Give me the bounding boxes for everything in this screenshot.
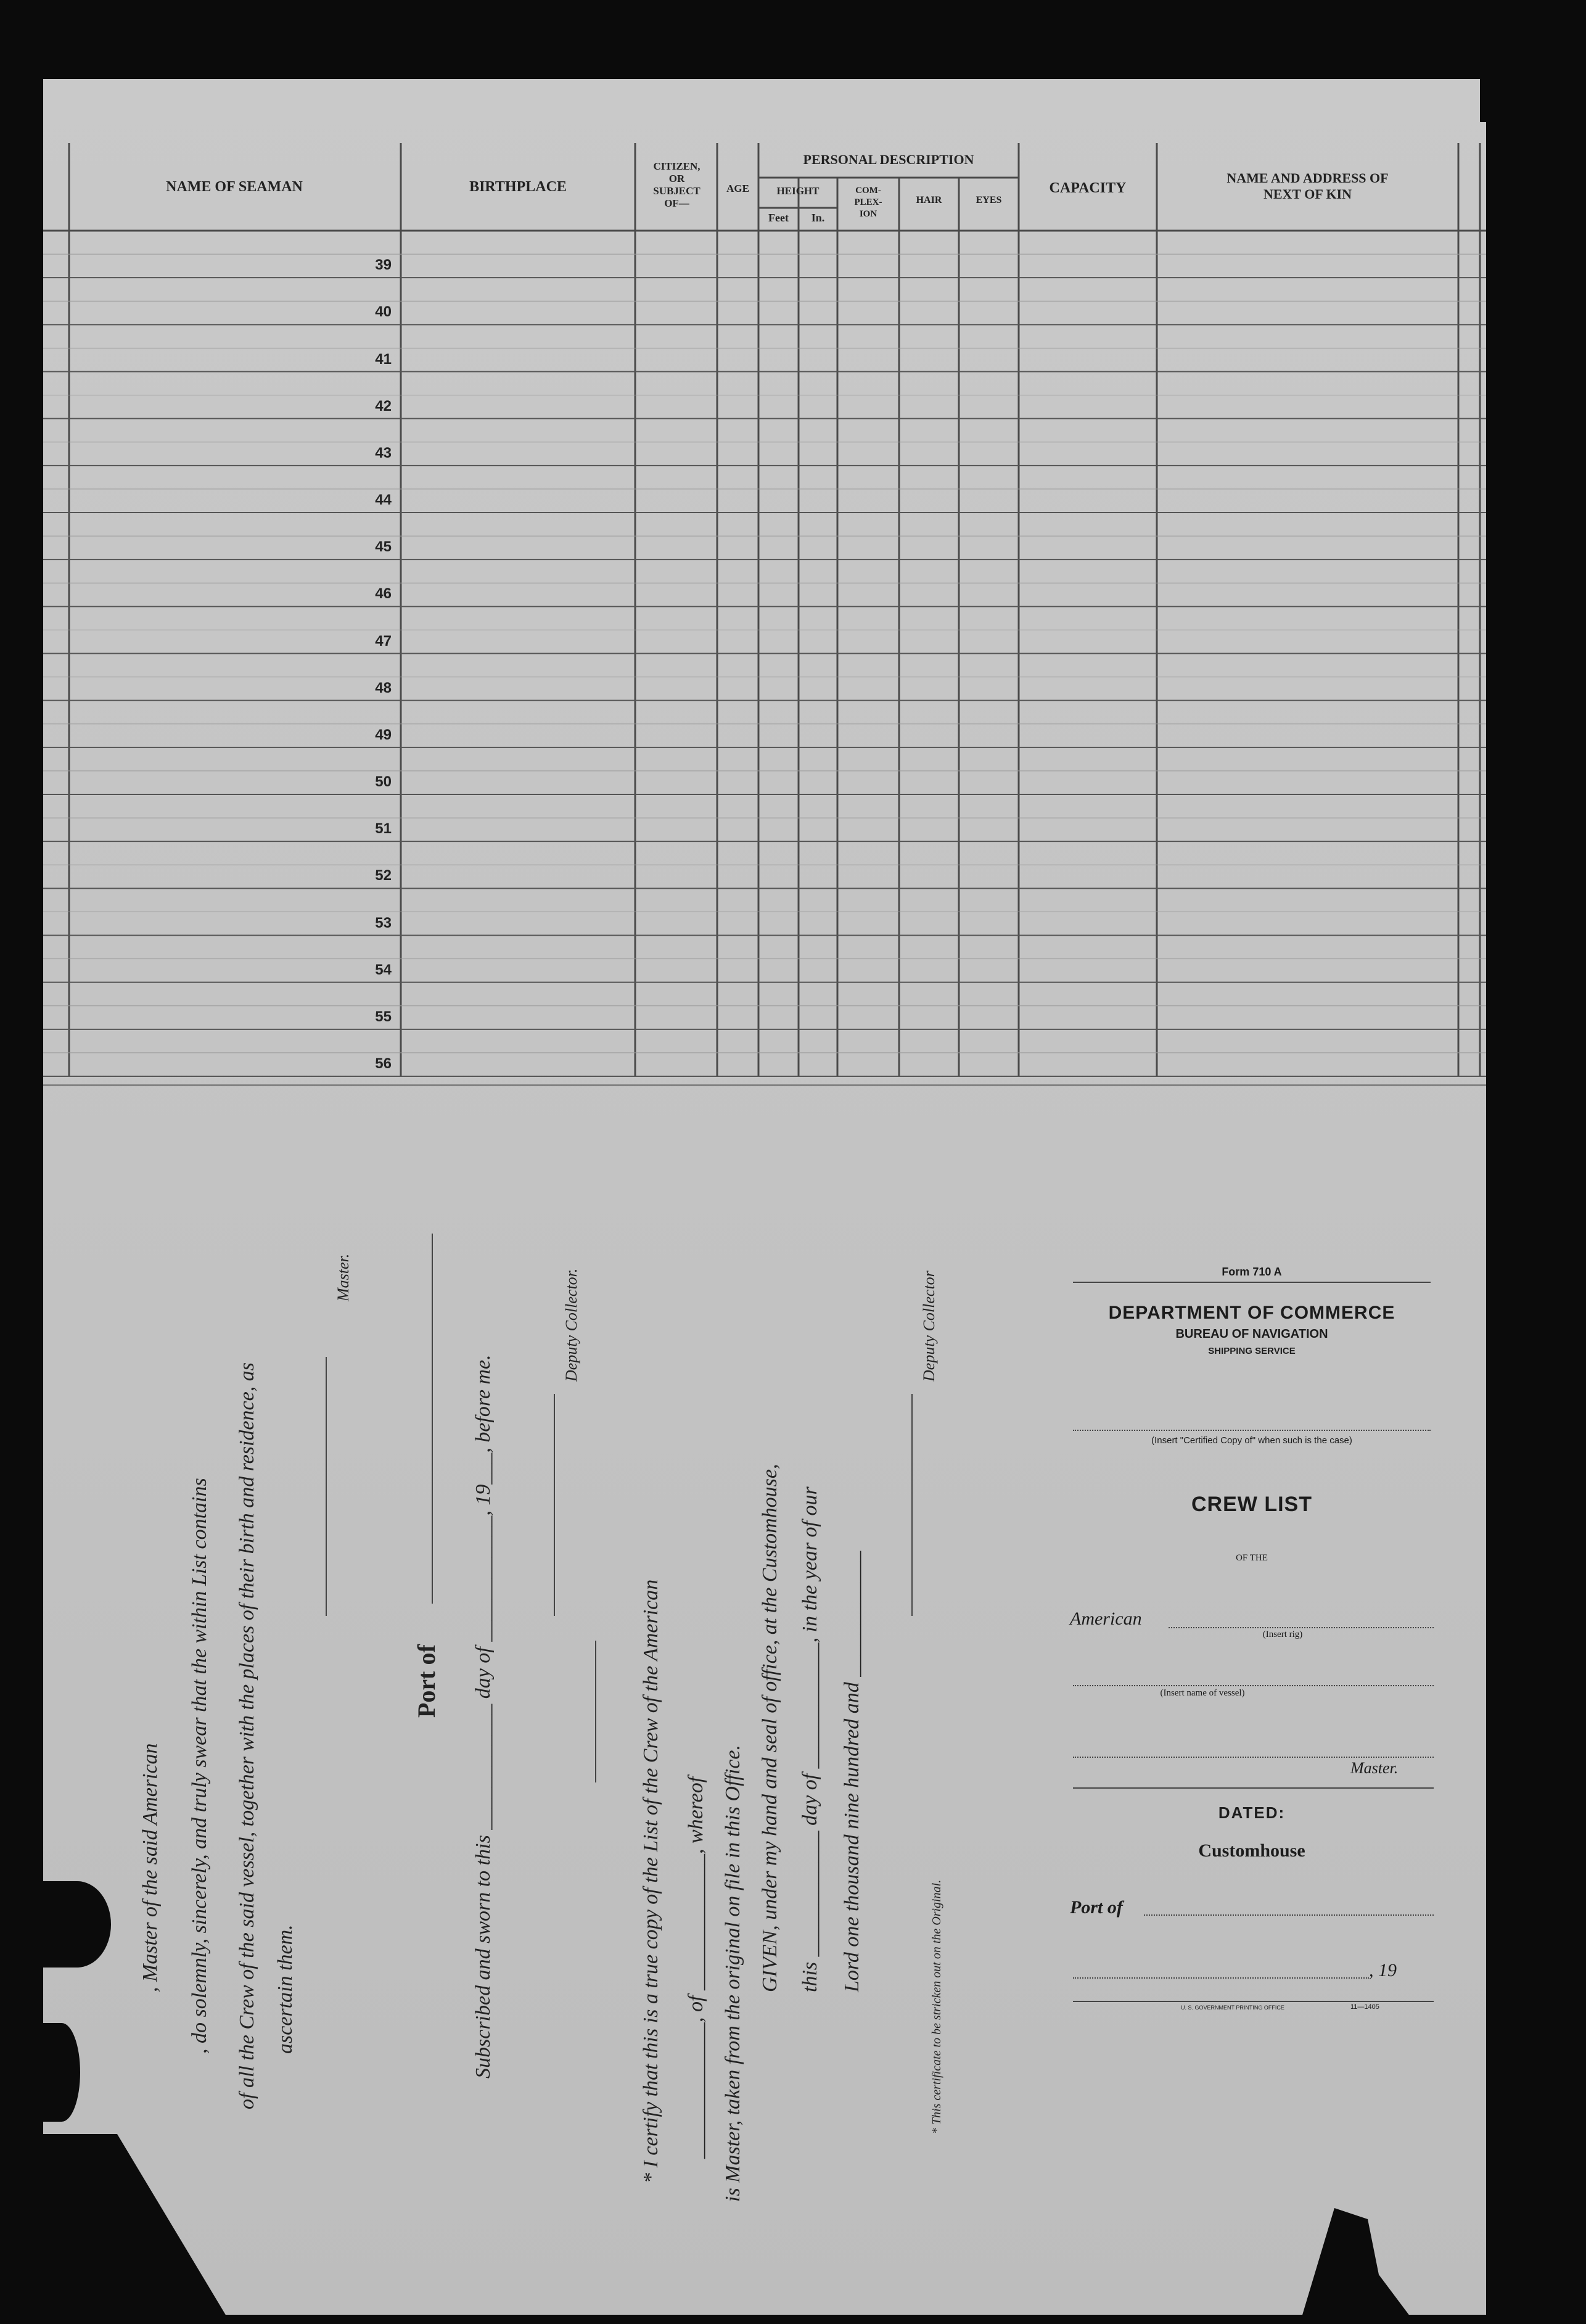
deputy-collector-1: Deputy Collector. — [562, 1268, 580, 1382]
header-citizen-line: SUBJECT — [653, 185, 701, 197]
port-of-label: Port of — [1070, 1897, 1123, 1918]
table-row-number: 52 — [375, 867, 392, 884]
cert-line-4: GIVEN, under my hand and seal of office, at the Customhouse, — [758, 1464, 781, 1992]
header-complexion-line: COM- — [855, 186, 881, 196]
oath-line-2: , do solemnly, sincerely, and truly swear that the within List contains — [188, 1478, 211, 2054]
printer-imprint: U. S. GOVERNMENT PRINTING OFFICE — [1181, 2005, 1284, 2011]
cert-line-3: is Master, taken from the original on file in this Office. — [721, 1744, 744, 2202]
header-hair: HAIR — [916, 195, 942, 205]
table-row-number: 56 — [375, 1055, 392, 1072]
insert-vessel-note: (Insert name of vessel) — [1160, 1688, 1245, 1698]
stub-rule — [1073, 2001, 1434, 2002]
printer-code: 11—1405 — [1350, 2003, 1379, 2011]
table-row-number: 44 — [375, 492, 392, 508]
table-row-number: 54 — [375, 961, 392, 978]
table-row-number: 47 — [375, 632, 392, 649]
table-row-number: 55 — [375, 1008, 392, 1025]
port-line — [1144, 1914, 1434, 1916]
table-row-number: 50 — [375, 773, 392, 790]
header-citizen — [638, 160, 715, 210]
master-line — [1073, 1757, 1434, 1758]
torn-corner — [43, 1881, 111, 1968]
insert-certified-note: (Insert "Certified Copy of" when such is the case) — [1151, 1435, 1352, 1446]
dated-label: DATED: — [1218, 1803, 1286, 1822]
header-next-of-kin — [1157, 170, 1458, 202]
certificate-footnote: * This certificate to be stricken out on the Original. — [930, 1879, 943, 2134]
insert-rig-note: (Insert rig) — [1262, 1630, 1303, 1639]
service-title: SHIPPING SERVICE — [1208, 1346, 1296, 1356]
stub-rule — [1073, 1787, 1434, 1789]
customhouse-label: Customhouse — [1198, 1840, 1305, 1861]
oath-line-1: , Master of the said American — [139, 1743, 162, 1992]
certified-line — [1073, 1430, 1431, 1431]
oath-port-of: Port of — [413, 1644, 440, 1718]
header-capacity: CAPACITY — [1049, 180, 1127, 196]
header-citizen-line: OF— — [664, 197, 689, 209]
torn-corner — [43, 2023, 80, 2122]
header-birthplace: BIRTHPLACE — [469, 179, 567, 195]
table-row-number: 46 — [375, 585, 392, 603]
header-kin-line: NEXT OF KIN — [1263, 186, 1352, 202]
table-row-number: 49 — [375, 726, 392, 743]
table-row-number: 51 — [375, 820, 392, 838]
table-row-number: 53 — [375, 914, 392, 931]
header-citizen-line: OR — [668, 173, 685, 184]
header-complexion — [837, 185, 899, 220]
oath-subscribed: Subscribed and sworn to this ____________ day of ____________, 19___, before me. — [472, 1354, 495, 2079]
deputy-signature-line-2 — [911, 1394, 913, 1616]
cert-line-6: Lord one thousand nine hundred and ____________ — [840, 1551, 863, 1992]
header-inches: In. — [811, 212, 825, 224]
cert-line-5: this ____________ day of ____________, in the year of our — [799, 1486, 821, 1992]
form-number: Form 710 A — [1222, 1266, 1282, 1278]
american-label: American — [1070, 1609, 1142, 1629]
deputy-collector-2: Deputy Collector — [920, 1271, 938, 1382]
deputy-signature-line-1 — [554, 1394, 555, 1616]
bureau-title: BUREAU OF NAVIGATION — [1175, 1327, 1328, 1341]
header-age: AGE — [726, 183, 749, 194]
oath-signature-line — [326, 1357, 327, 1616]
vessel-line — [1073, 1685, 1434, 1686]
date-line — [1073, 1977, 1369, 1979]
header-name-of-seaman: NAME OF SEAMAN — [166, 179, 303, 195]
table-row-number: 42 — [375, 397, 392, 414]
table-row-number: 43 — [375, 444, 392, 461]
rig-line — [1169, 1627, 1434, 1628]
table-row-number: 48 — [375, 679, 392, 696]
crew-list-title: CREW LIST — [1191, 1493, 1312, 1516]
header-complexion-line: PLEX- — [854, 197, 882, 207]
header-complexion-line: ION — [859, 209, 877, 219]
of-the-label: OF THE — [1236, 1553, 1268, 1563]
header-eyes: EYES — [976, 195, 1002, 205]
divider-line — [595, 1641, 596, 1782]
header-kin-line: NAME AND ADDRESS OF — [1226, 170, 1389, 186]
stub-rule — [1073, 1282, 1431, 1283]
header-citizen-line: CITIZEN, — [653, 160, 701, 172]
header-feet: Feet — [768, 212, 789, 224]
table-row-number: 39 — [375, 257, 392, 274]
oath-master-label: Master. — [334, 1253, 352, 1301]
header-height: HEIGHT — [776, 185, 820, 197]
year-label: , 19 — [1369, 1960, 1397, 1980]
table-row-number: 45 — [375, 538, 392, 556]
cert-line-2: _____________, of _____________, whereof — [684, 1776, 707, 2159]
table-row-number: 41 — [375, 350, 392, 368]
master-label: Master. — [1350, 1759, 1399, 1777]
oath-port-line — [432, 1234, 433, 1604]
oath-line-4: ascertain them. — [274, 1924, 297, 2054]
department-title: DEPARTMENT OF COMMERCE — [1108, 1303, 1395, 1323]
cert-line-1: * I certify that this is a true copy of the List of the Crew of the American — [639, 1579, 662, 2183]
header-personal-description: PERSONAL DESCRIPTION — [803, 152, 974, 167]
oath-line-3: of all the Crew of the said vessel, together with the places of their birth and residence, as — [236, 1362, 258, 2109]
table-row-number: 40 — [375, 303, 392, 321]
